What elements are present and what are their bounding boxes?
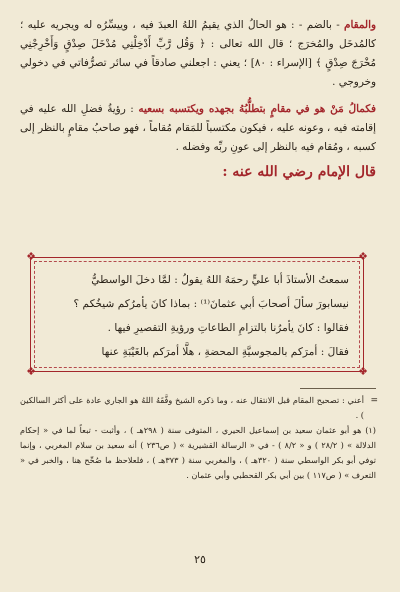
quote-frame bbox=[26, 250, 368, 378]
paragraph-text: - بالضم - : هو الحالُ الذي يقيمُ اللهُ العبدَ فيه ، وييسِّرُه له ويجريه عليه ؛ كالمُدخَل والمُخرَج ؛ قال الله تعالى : ﴿ وَقُل رَّبِّ أَدْخِلْنِي مُدْخَلَ صِدْقٍ وَأَخْرِجْنِي مُخْرَجَ صِدْقٍ ﴾ [الإسراء : ٨٠] ؛ يعني : اجعلني صادقاً في سائر تصرُّفاتي في دخولي وخروجي . bbox=[20, 19, 376, 88]
paragraph-text: : رؤيةُ فضلِ الله عليه في إقامته فيه ، وعونه عليه ، فيكون مكتسباً للمَقام مُقاماً ، فهو صاحبُ مقامٍ بالنظر إلى كسبه ، ومُقام فيه بالنظر إلى عونِ ربِّه وفضله . bbox=[20, 103, 376, 153]
imam-heading: قال الإمام رضي الله عنه : bbox=[222, 164, 376, 180]
ornament-corner-icon: ❖ bbox=[358, 250, 368, 263]
footnote-divider bbox=[300, 388, 376, 389]
quote-line: سمعتُ الأستاذَ أبا عليٍّ رحمَهُ اللهُ يقولُ : لمَّا دخلَ الواسطيُّ bbox=[91, 274, 349, 286]
ornament-corner-icon: ❖ bbox=[358, 365, 368, 378]
page-number: ٢٥ bbox=[194, 553, 206, 566]
ornament-corner-icon: ❖ bbox=[26, 250, 36, 263]
footnote-1: (١) هو أبو عثمان سعيد بن إسماعيل الحيري ، المتوفى سنة ( ٢٩٨هـ ) ، وأثبت - تبعاً لما في « إحكام الدلالة » ( ٢٨/٢ ) و « ٨/٢ ) - في « الرسالة القشيرية » ( ص٢٣٦ ) أنه سعيد بن سلام المغربي ، وإنما توفي أبو بكر الواسطي سنة ( ٣٢٠هـ ) ، والمغربي سنة ( ٣٧٣هـ ) ، فلعلاحظ ما صُحِّح هنا ، والخبر في « التعرف » ( ص١١٧ ) بين أبي بكر القحطبي وأبي عثمان . bbox=[20, 425, 376, 480]
footnote-continuation: أعني : تصحيح المقام قبل الانتقال عنه ، وما ذكره الشيخ وفَّقَهُ اللهُ هو الجاري عادة على أكثر السالكين ) . bbox=[20, 395, 364, 420]
quote-line: فقالَ : أمرَكم بالمجوسيَّةِ المحضةِ ، هلَّا أمرَكم بالغَيْبَةِ عنها bbox=[101, 346, 349, 358]
paragraph-maqam-perfection bbox=[20, 100, 376, 157]
footnotes bbox=[20, 393, 376, 483]
term-perfection: فكمالُ مَنْ هو في مقامٍ بتطلُّبُهُ بجهده ويكتسبه بسعيه bbox=[138, 103, 376, 115]
quote-line: نيسابورَ سألَ أصحابَ أبي عثمانَ⁽¹⁾ : بماذا كانَ يأمرُكم شيخُكم ؟ bbox=[73, 298, 349, 310]
term-maqam: والمقام bbox=[344, 19, 376, 31]
paragraph-maqam-definition bbox=[20, 16, 376, 92]
footnote-continuation-mark: = bbox=[370, 396, 378, 406]
quote-line: فقالوا : كانَ يأمرُنا بالتزامِ الطاعاتِ ورؤيةِ التقصيرِ فيها . bbox=[107, 322, 349, 334]
ornament-corner-icon: ❖ bbox=[26, 365, 36, 378]
quote-body bbox=[45, 268, 349, 364]
